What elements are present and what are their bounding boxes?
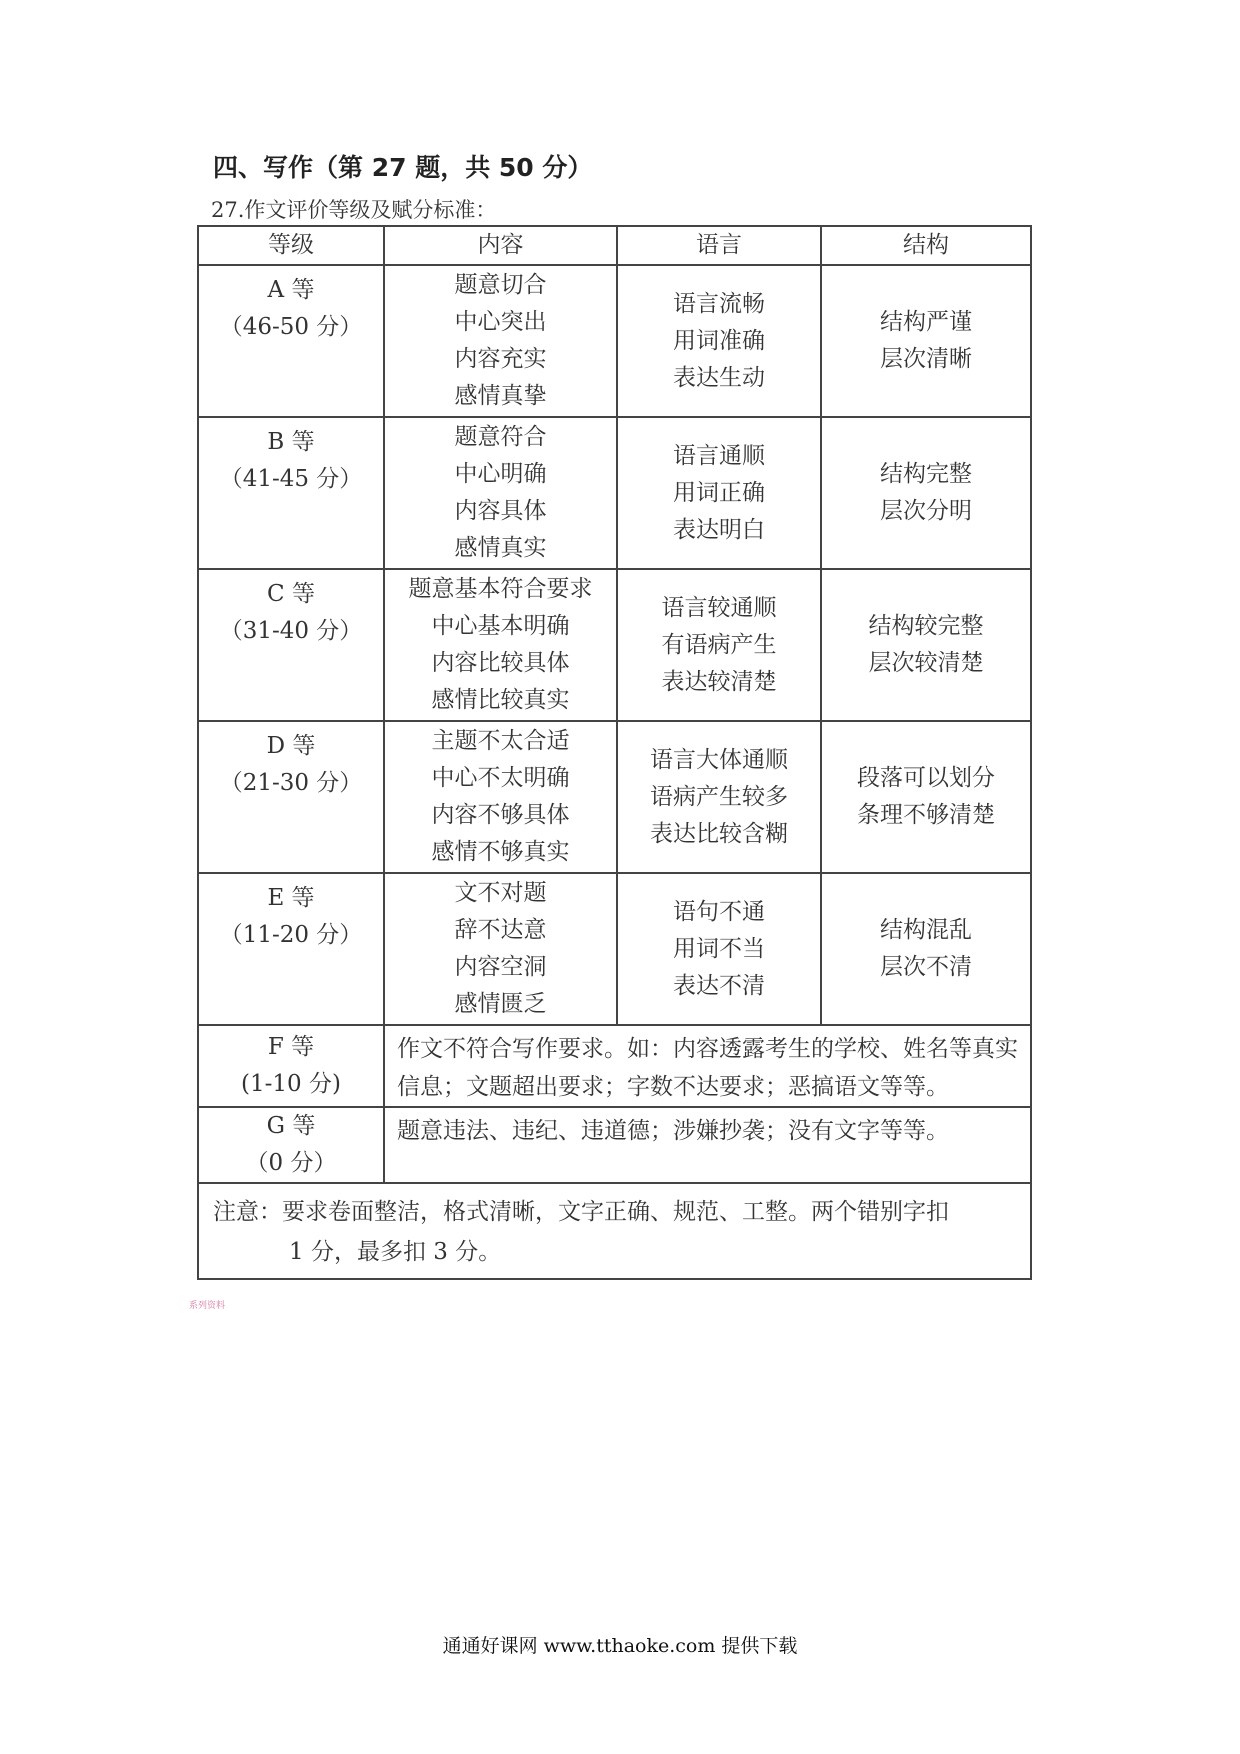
table-row-f: [198, 1025, 1031, 1107]
grade-cell: D 等 （21-30 分）: [198, 721, 384, 873]
language-cell: 语言较通顺 有语病产生 表达较清楚: [617, 569, 821, 721]
table-row: [198, 721, 1031, 873]
f-description: 作文不符合写作要求。如：内容透露考生的学校、姓名等真实信息；文题超出要求；字数不达要求；恶搞语文等等。: [384, 1025, 1031, 1107]
content-cell: 题意切合 中心突出 内容充实 感情真挚: [384, 265, 617, 417]
table-header-row: [198, 226, 1031, 265]
language-cell: 语言流畅 用词准确 表达生动: [617, 265, 821, 417]
table-row: [198, 873, 1031, 1025]
grade-cell: F 等 (1-10 分): [198, 1025, 384, 1107]
grade-cell: E 等 （11-20 分）: [198, 873, 384, 1025]
table-row: [198, 265, 1031, 417]
footer-text: 通通好课网 www.tthaoke.com 提供下载: [442, 1635, 798, 1657]
structure-cell: 结构完整 层次分明: [821, 417, 1031, 569]
table-note-row: [198, 1183, 1031, 1279]
grade-cell: A 等 （46-50 分）: [198, 265, 384, 417]
structure-cell: 段落可以划分 条理不够清楚: [821, 721, 1031, 873]
table-row-g: [198, 1107, 1031, 1183]
note-line-2: 1 分，最多扣 3 分。: [289, 1239, 502, 1265]
series-tag: 系列资料: [189, 1301, 226, 1311]
note-cell: [198, 1183, 1031, 1279]
section-title: 四、写作（第 27 题，共 50 分）: [213, 153, 593, 182]
structure-cell: 结构混乱 层次不清: [821, 873, 1031, 1025]
language-cell: 语言大体通顺 语病产生较多 表达比较含糊: [617, 721, 821, 873]
structure-cell: 结构严谨 层次清晰: [821, 265, 1031, 417]
table-row: [198, 569, 1031, 721]
grade-cell: C 等 （31-40 分）: [198, 569, 384, 721]
grade-cell: B 等 （41-45 分）: [198, 417, 384, 569]
content-cell: 文不对题 辞不达意 内容空洞 感情匮乏: [384, 873, 617, 1025]
note-line-1: 注意：要求卷面整洁，格式清晰，文字正确、规范、工整。两个错别字扣: [213, 1199, 949, 1225]
header-grade: 等级: [198, 226, 384, 265]
header-language: 语言: [617, 226, 821, 265]
grade-cell: G 等 （0 分）: [198, 1107, 384, 1183]
table-row: [198, 417, 1031, 569]
language-cell: 语言通顺 用词正确 表达明白: [617, 417, 821, 569]
content-cell: 题意基本符合要求 中心基本明确 内容比较具体 感情比较真实: [384, 569, 617, 721]
structure-cell: 结构较完整 层次较清楚: [821, 569, 1031, 721]
content-cell: 题意符合 中心明确 内容具体 感情真实: [384, 417, 617, 569]
grading-table: [197, 225, 1032, 1280]
content-cell: 主题不太合适 中心不太明确 内容不够具体 感情不够真实: [384, 721, 617, 873]
header-structure: 结构: [821, 226, 1031, 265]
language-cell: 语句不通 用词不当 表达不清: [617, 873, 821, 1025]
intro-text: 27.作文评价等级及赋分标准：: [211, 198, 497, 222]
header-content: 内容: [384, 226, 617, 265]
g-description: 题意违法、违纪、违道德；涉嫌抄袭；没有文字等等。: [384, 1107, 1031, 1183]
